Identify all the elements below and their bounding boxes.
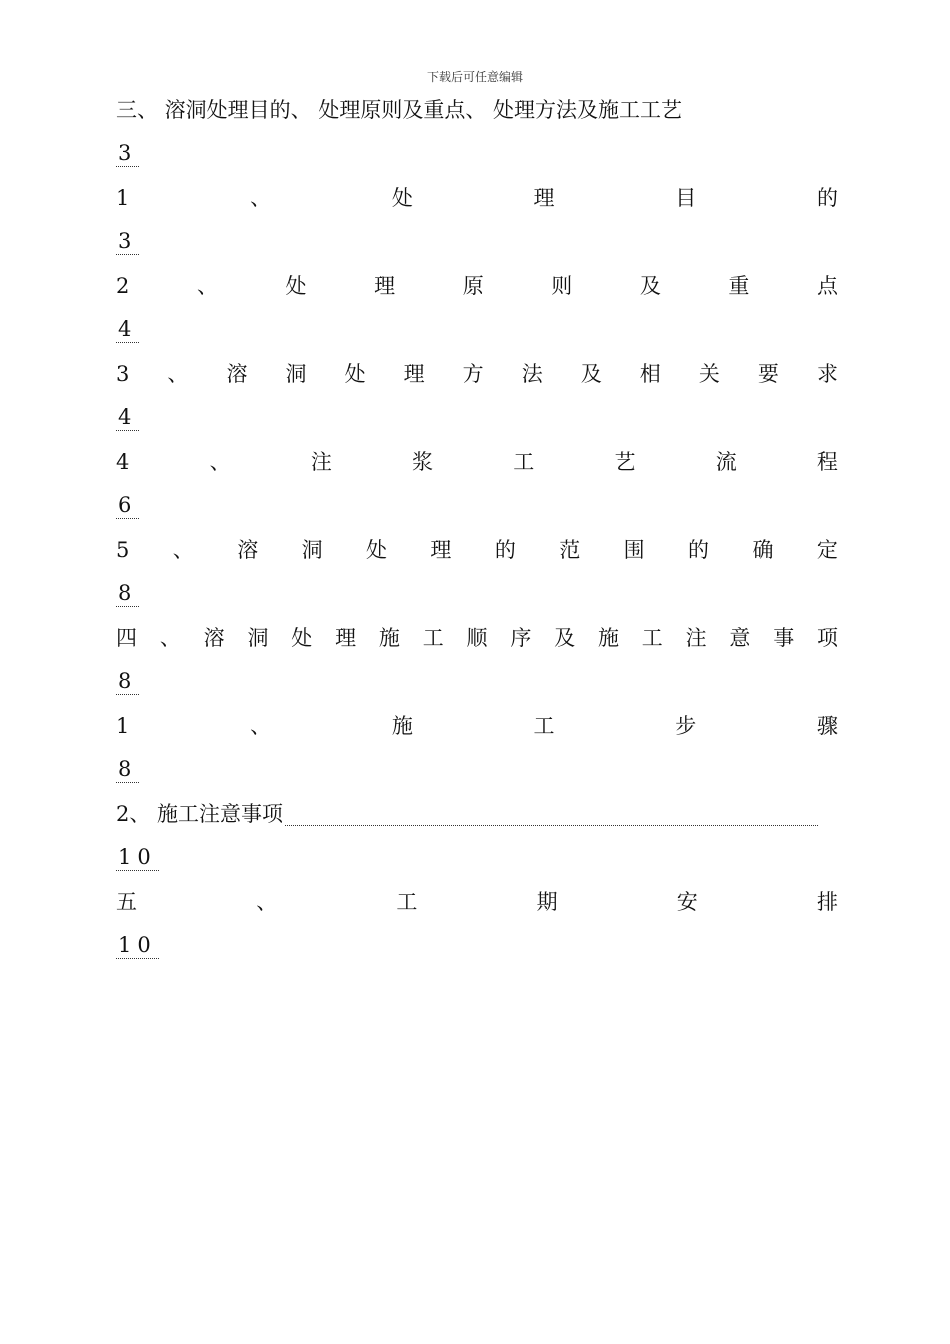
toc-entry[interactable] [116,264,838,352]
toc-entry-title: 四 、 溶 洞 处 理 施 工 顺 序 及 施 工 注 意 事 项 [116,626,838,650]
toc-entry-page[interactable]: 3 [116,220,139,255]
toc-entry[interactable] [116,704,838,792]
toc-entry[interactable] [116,176,838,264]
toc-entry-page[interactable]: 3 [116,132,139,167]
toc-entry[interactable] [116,616,838,704]
dotted-leader [285,824,818,826]
toc-entry-page[interactable]: 6 [116,484,139,519]
toc-entry-page[interactable]: 4 [116,396,139,431]
toc-entry-page[interactable]: 10 [116,924,159,959]
header-watermark: 下载后可任意编辑 [426,70,523,84]
toc-entry-page[interactable]: 8 [116,748,139,783]
toc-entry-title: 2 、 处 理 原 则 及 重 点 [116,274,838,298]
toc-entry-title: 1 、 处 理 目 的 [116,186,838,210]
toc-entry-title: 3 、 溶 洞 处 理 方 法 及 相 关 要 求 [116,362,838,386]
toc-entry-page[interactable]: 10 [116,836,159,871]
toc-entry-title: 5 、 溶 洞 处 理 的 范 围 的 确 定 [116,538,838,562]
toc-entry-title: 五 、 工 期 安 排 [116,890,838,914]
toc-entry-title: 1 、 施 工 步 骤 [116,714,838,738]
toc-entry[interactable] [116,792,838,880]
toc-entry-page[interactable]: 8 [116,572,139,607]
toc-entry-title: 三、 溶洞处理目的、 处理原则及重点、 处理方法及施工工艺 [116,98,683,122]
toc-entry-label: 2、 施工注意事项 [116,802,284,826]
toc-entry[interactable] [116,880,838,968]
toc-entry-title [116,792,838,836]
toc-entry[interactable] [116,352,838,440]
toc-entry-page[interactable]: 4 [116,308,139,343]
toc-entry-title: 4 、 注 浆 工 艺 流 程 [116,450,838,474]
table-of-contents [116,88,838,968]
toc-entry-page[interactable]: 8 [116,660,139,695]
toc-entry[interactable] [116,440,838,528]
toc-entry[interactable] [116,88,838,176]
toc-entry[interactable] [116,528,838,616]
